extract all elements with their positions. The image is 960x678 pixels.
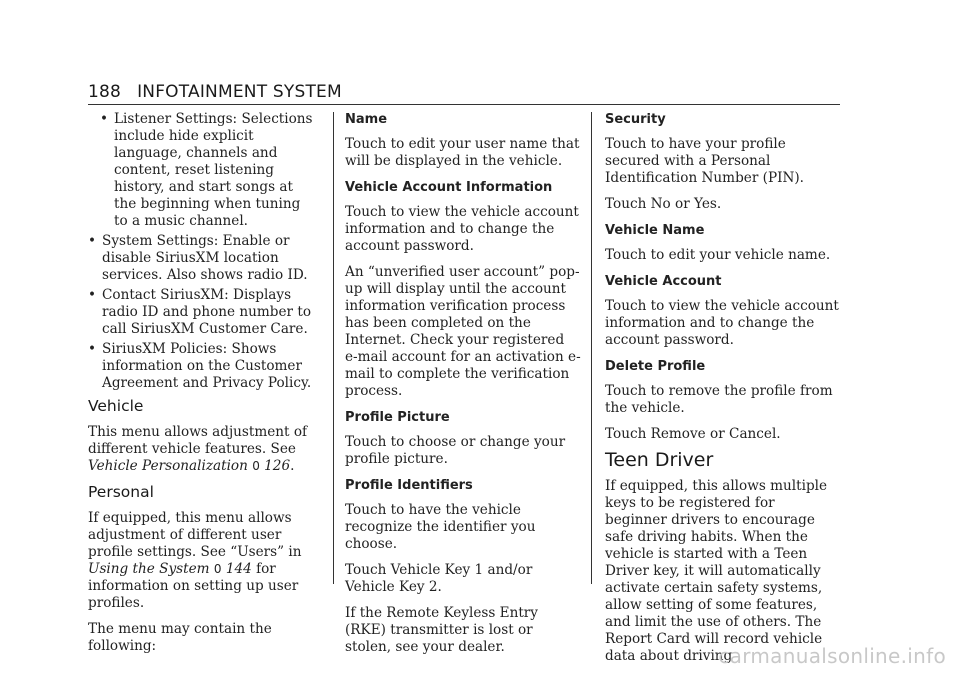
vehicle-name-heading: Vehicle Name	[605, 223, 705, 238]
vehicle-heading: Vehicle	[88, 397, 144, 415]
profile-picture-heading: Profile Picture	[345, 410, 450, 425]
page-ref-arrow-icon: 0	[252, 459, 260, 473]
using-the-system-link[interactable]: Using the System	[88, 561, 210, 577]
profile-identifiers-paragraph: Touch to have the vehicle recognize the identifier you choose.	[345, 502, 536, 552]
column-divider	[333, 112, 334, 584]
rke-paragraph: If the Remote Keyless Entry (RKE) transmitter is lost or stolen, see your dealer.	[345, 605, 538, 655]
personal-text-end: for information on setting up user profiles.	[88, 561, 299, 611]
personal-text: If equipped, this menu allows adjustment of different user profile settings. See “Users” in	[88, 510, 302, 560]
column-2	[345, 111, 581, 665]
list-item: • Contact SiriusXM: Displays radio ID and phone number to call SiriusXM Customer Care.	[88, 287, 314, 338]
vehicle-name-paragraph: Touch to edit your vehicle name.	[605, 247, 831, 263]
name-heading: Name	[345, 112, 388, 127]
vehicle-account-information-paragraph: Touch to view the vehicle account information and to change the account password.	[345, 204, 579, 254]
delete-profile-heading: Delete Profile	[605, 359, 706, 374]
personal-heading: Personal	[88, 483, 154, 501]
personal-paragraph	[88, 510, 314, 612]
teen-driver-paragraph: If equipped, this allows multiple keys to be registered for beginner drivers to encourage safe driving habits. When the vehicle is started with a Teen Driver key, it will automatically activate certain safety systems, allow setting of some features, and limit the use of others. The Report Card will record vehicle data about driving	[605, 478, 828, 664]
profile-identifiers-heading: Profile Identifiers	[345, 478, 473, 493]
teen-driver-heading: Teen Driver	[605, 449, 714, 471]
name-paragraph: Touch to edit your user name that will be displayed in the vehicle.	[345, 136, 580, 169]
vehicle-account-heading: Vehicle Account	[605, 274, 722, 289]
page-number: 188	[88, 82, 122, 102]
watermark: carmanualsonline.info	[718, 644, 946, 668]
security-choice-paragraph: Touch No or Yes.	[605, 196, 722, 212]
siriusxm-settings-list	[88, 111, 314, 392]
column-1	[88, 111, 314, 664]
profile-picture-paragraph: Touch to choose or change your profile picture.	[345, 434, 566, 467]
section-title: INFOTAINMENT SYSTEM	[137, 82, 342, 102]
delete-profile-choice-paragraph: Touch Remove or Cancel.	[605, 426, 781, 442]
list-item: • Listener Settings: Selections include hide explicit language, channels and content, reset listening history, and start songs at the beginning when tuning to a music channel.	[100, 111, 314, 230]
page-header	[88, 82, 342, 102]
vehicle-key-text-1: Touch Vehicle Key 1 and/or	[345, 562, 533, 578]
security-heading: Security	[605, 112, 666, 127]
delete-profile-paragraph: Touch to remove the profile from the vehicle.	[605, 383, 833, 416]
security-paragraph: Touch to have your profile secured with a Personal Identification Number (PIN).	[605, 136, 804, 186]
page-ref-arrow-icon: 0	[213, 562, 222, 576]
vehicle-account-information-heading: Vehicle Account Information	[345, 180, 553, 195]
vehicle-key-text-2: Vehicle Key 2.	[345, 579, 442, 595]
list-item: • SiriusXM Policies: Shows information on the Customer Agreement and Privacy Policy.	[88, 341, 314, 392]
unverified-account-paragraph: An “unverified user account” pop-up will display until the account information verification process has been completed on the Internet. Check your registered e-mail account for an activation e-mail to complete the verification process.	[345, 264, 581, 399]
list-item: • System Settings: Enable or disable SiriusXM location services. Also shows radio ID.	[88, 233, 314, 284]
menu-paragraph: The menu may contain the following:	[88, 621, 272, 654]
column-divider	[591, 112, 592, 584]
vehicle-account-paragraph: Touch to view the vehicle account information and to change the account password.	[605, 298, 839, 348]
page-ref-number[interactable]: 126	[264, 458, 291, 474]
page-ref-number[interactable]: 144	[225, 561, 252, 577]
column-3	[605, 111, 839, 674]
header-rule	[88, 104, 840, 105]
vehicle-paragraph: This menu allows adjustment of different vehicle features. See Vehicle Personalization 0 126.	[88, 424, 308, 474]
vehicle-personalization-link[interactable]: Vehicle Personalization	[88, 458, 248, 474]
vehicle-key-paragraph	[345, 562, 581, 596]
vehicle-text: This menu allows adjustment of different vehicle features. See	[88, 424, 308, 457]
